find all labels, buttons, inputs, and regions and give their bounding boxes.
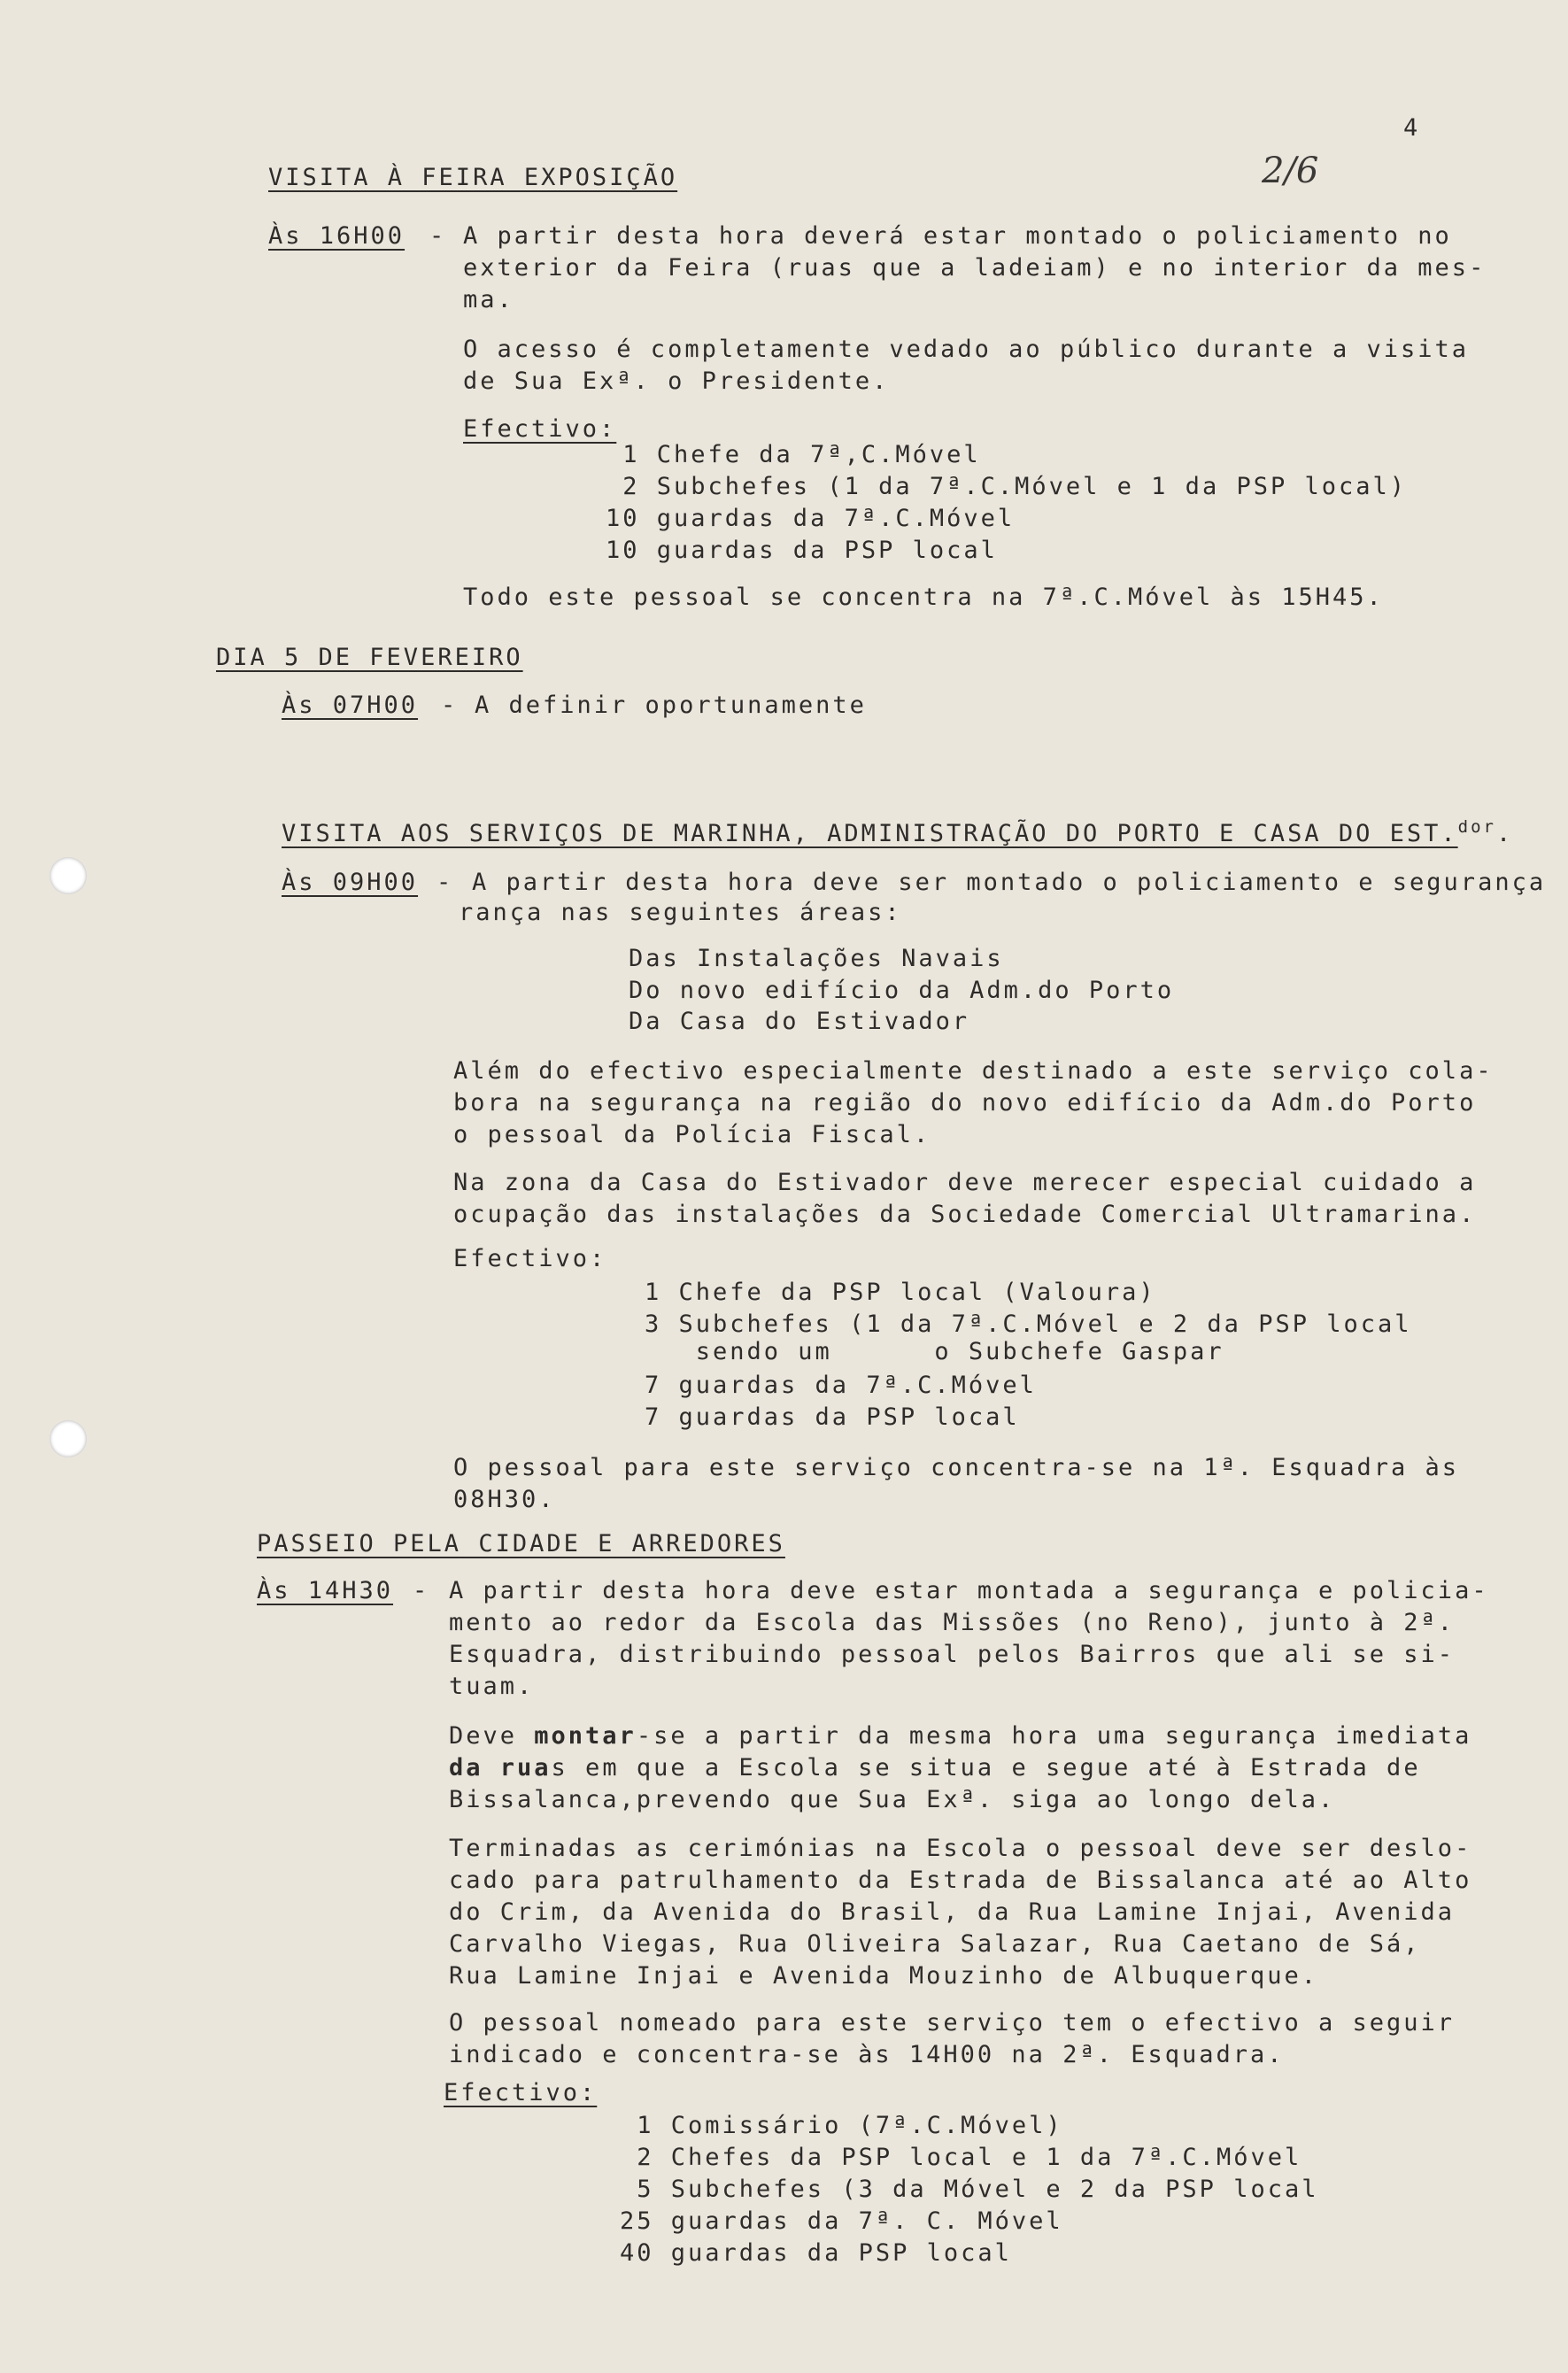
paragraph-line [449, 1753, 1421, 1783]
paragraph-line: ocupação das instalações da Sociedade Comercial Ultramarina. [453, 1201, 1477, 1228]
punch-hole-bottom [50, 1420, 87, 1457]
efectivo-item: 1 Comissário (7ª.C.Móvel) [620, 2112, 1063, 2139]
efectivo-label: Efectivo: [453, 1245, 607, 1272]
paragraph-line: A partir desta hora deve ser montado o policiamento e segurança [472, 869, 1547, 896]
paragraph-line: Na zona da Casa do Estivador deve merecer especial cuidado a [453, 1169, 1477, 1196]
paragraph-line: Rua Lamine Injai e Avenida Mouzinho de Albuquerque. [449, 1962, 1319, 1990]
paragraph-line: rança nas seguintes áreas: [459, 899, 902, 926]
paragraph-line: mento ao redor da Escola das Missões (no Reno), junto à 2ª. [449, 1609, 1456, 1636]
paragraph-line: tuam. [449, 1673, 535, 1700]
concentration-note: Todo este pessoal se concentra na 7ª.C.Móvel às 15H45. [463, 584, 1384, 611]
efectivo-item: 7 guardas da PSP local [645, 1403, 1020, 1431]
time-passeio: Às 14H30 [257, 1577, 394, 1604]
paragraph-line: Esquadra, distribuindo pessoal pelos Bairros que ali se si- [449, 1641, 1456, 1668]
paragraph-line: O pessoal nomeado para este serviço tem o efectivo a seguir [449, 2009, 1456, 2037]
paragraph-line: A definir oportunamente [475, 692, 867, 719]
efectivo-item: 2 Chefes da PSP local e 1 da 7ª.C.Móvel [620, 2144, 1302, 2171]
paragraph-line: de Sua Exª. o Presidente. [463, 367, 890, 395]
efectivo-item: 7 guardas da 7ª.C.Móvel [645, 1372, 1037, 1399]
paragraph-line [449, 1721, 1471, 1751]
efectivo-item: 10 guardas da PSP local [606, 537, 998, 564]
paragraph-line: O acesso é completamente vedado ao público durante a visita [463, 336, 1470, 363]
efectivo-item: 10 guardas da 7ª.C.Móvel [606, 505, 1016, 532]
paragraph-line: indicado e concentra-se às 14H00 na 2ª. Esquadra. [449, 2041, 1285, 2068]
paragraph-line: Terminadas as cerimónias na Escola o pessoal deve ser deslo- [449, 1835, 1472, 1862]
section-title-marinha [282, 812, 1513, 849]
efectivo-item: 1 Chefe da PSP local (Valoura) [645, 1279, 1156, 1306]
efectivo-label: Efectivo: [444, 2079, 598, 2106]
section-title-text: VISITA AOS SERVIÇOS DE MARINHA, ADMINISTRAÇÃO DO PORTO E CASA DO EST. [282, 820, 1458, 847]
efectivo-item: 3 Subchefes (1 da 7ª.C.Móvel e 2 da PSP local [645, 1310, 1412, 1338]
title-superscript: dor [1457, 817, 1496, 837]
handwritten-note: 2/6 [1262, 151, 1319, 191]
paragraph-line: ma. [463, 286, 514, 313]
time-dia5: Às 07H00 [282, 692, 419, 719]
section-title-feira: VISITA À FEIRA EXPOSIÇÃO [268, 164, 678, 191]
paragraph-line: A partir desta hora deve estar montada a segurança e policia- [449, 1577, 1489, 1604]
paragraph-line: exterior da Feira (ruas que a ladeiam) e no interior da mes- [463, 254, 1487, 282]
section-title-passeio: PASSEIO PELA CIDADE E ARREDORES [257, 1530, 785, 1558]
dash: - [429, 222, 447, 250]
section-title-dia5: DIA 5 DE FEVEREIRO [216, 644, 523, 671]
paragraph-line: bora na segurança na região do novo edifício da Adm.do Porto [453, 1089, 1477, 1117]
area-item: Das Instalações Navais [629, 945, 1004, 972]
text-run: -se a partir da mesma hora uma segurança imediata [636, 1722, 1472, 1750]
punch-hole-top [50, 857, 87, 894]
dash: - [413, 1577, 430, 1604]
text-run: s em que a Escola se situa e segue até à Estrada de [551, 1754, 1421, 1782]
paragraph-line: o pessoal da Polícia Fiscal. [453, 1121, 931, 1148]
text-run: Deve [449, 1722, 535, 1750]
paragraph-line: do Crim, da Avenida do Brasil, da Rua Lamine Injai, Avenida [449, 1898, 1456, 1926]
concentration-note: 08H30. [453, 1486, 556, 1513]
title-end: . [1495, 820, 1514, 847]
text-run-bold: da rua [449, 1754, 552, 1782]
efectivo-item: sendo um o Subchefe Gaspar [645, 1338, 1224, 1365]
paragraph-line: cado para patrulhamento da Estrada de Bissalanca até ao Alto [449, 1867, 1472, 1894]
efectivo-item: 40 guardas da PSP local [620, 2239, 1012, 2267]
efectivo-item: 25 guardas da 7ª. C. Móvel [620, 2207, 1063, 2235]
paragraph-line: A partir desta hora deverá estar montado o policiamento no [463, 222, 1452, 250]
paragraph-line: Carvalho Viegas, Rua Oliveira Salazar, Rua Caetano de Sá, [449, 1930, 1421, 1958]
paragraph-line: Além do efectivo especialmente destinado a este serviço cola- [453, 1057, 1494, 1085]
area-item: Da Casa do Estivador [629, 1008, 970, 1035]
text-run-bold: montar [534, 1722, 637, 1750]
time-marinha: Às 09H00 [282, 869, 419, 896]
concentration-note: O pessoal para este serviço concentra-se na 1ª. Esquadra às [453, 1454, 1460, 1481]
time-feira: Às 16H00 [268, 222, 406, 250]
area-item: Do novo edifício da Adm.do Porto [629, 977, 1175, 1004]
dash: - [441, 692, 459, 719]
paragraph-line: Bissalanca,prevendo que Sua Exª. siga ao longo dela. [449, 1786, 1336, 1813]
efectivo-item: 1 Chefe da 7ª,C.Móvel [606, 441, 981, 468]
page-number: 4 [1403, 114, 1421, 142]
dash: - [436, 869, 454, 896]
efectivo-item: 5 Subchefes (3 da Móvel e 2 da PSP local [620, 2176, 1319, 2203]
efectivo-label: Efectivo: [463, 415, 617, 443]
efectivo-item: 2 Subchefes (1 da 7ª.C.Móvel e 1 da PSP local) [606, 473, 1408, 500]
